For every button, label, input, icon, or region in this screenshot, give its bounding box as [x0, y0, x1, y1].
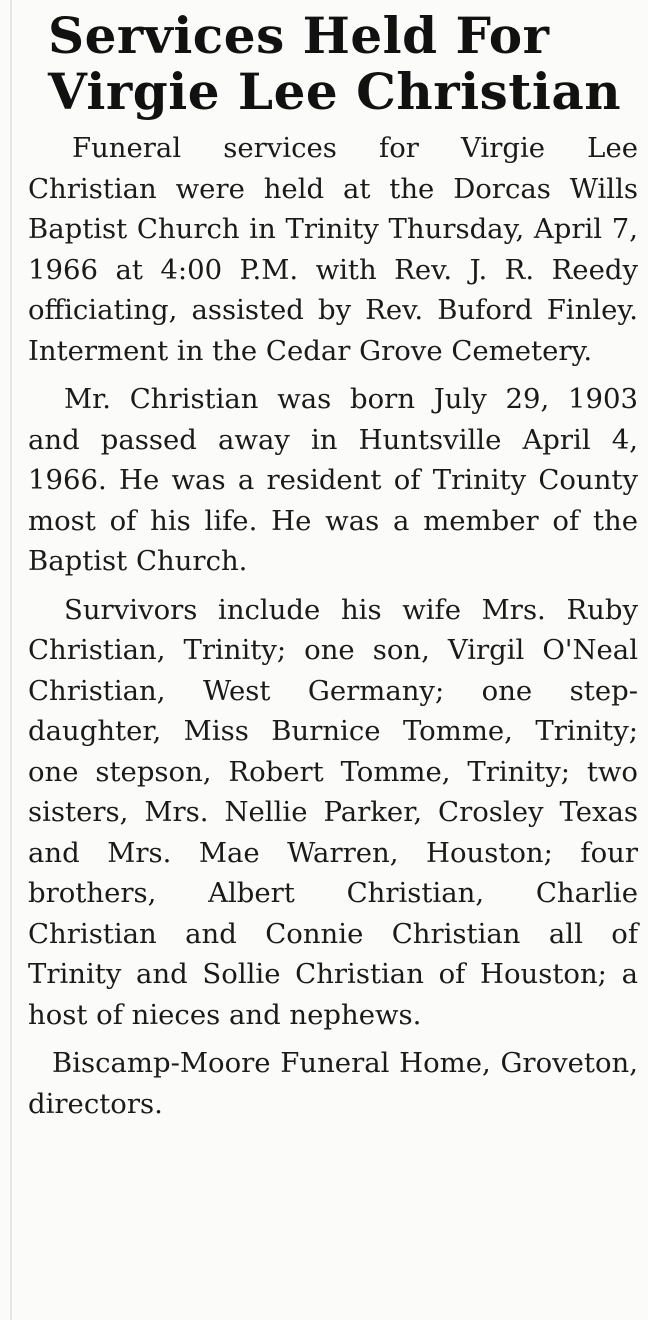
clipping-edge: [10, 0, 12, 1320]
headline-line-2: Virgie Lee Christian: [48, 62, 622, 121]
headline: [48, 8, 638, 120]
paragraph-survivors: Survivors include his wife Mrs. Ruby Christian, Trinity; one son, Virgil O'Neal Christian, West Germany; one step-daughter, Miss Burnice Tomme, Trinity; one stepson, Robert Tomme, Trinity; two sisters, Mrs. Nellie Parker, Crosley Texas and Mrs. Mae Warren, Houston; four brothers, Albert Christian, Charlie Christian and Connie Christian all of Trinity and Sollie Christian of Houston; a host of nieces and nephews.: [28, 593, 638, 1031]
headline-line-1: Services Held For: [48, 6, 550, 65]
paragraph-funeral-services: Funeral services for Virgie Lee Christian were held at the Dorcas Wills Baptist Church in Trinity Thursday, April 7, 1966 at 4:00 P.M. with Rev. J. R. Reedy officiating, assisted by Rev. Buford Finley. Interment in the Cedar Grove Cemetery.: [28, 132, 638, 367]
paragraph-biography: Mr. Christian was born July 29, 1903 and passed away in Huntsville April 4, 1966. He was a resident of Trinity County most of his life. He was a member of the Baptist Church.: [28, 383, 638, 577]
paragraph-funeral-home: Biscamp-Moore Funeral Home, Groveton, directors.: [28, 1047, 638, 1120]
